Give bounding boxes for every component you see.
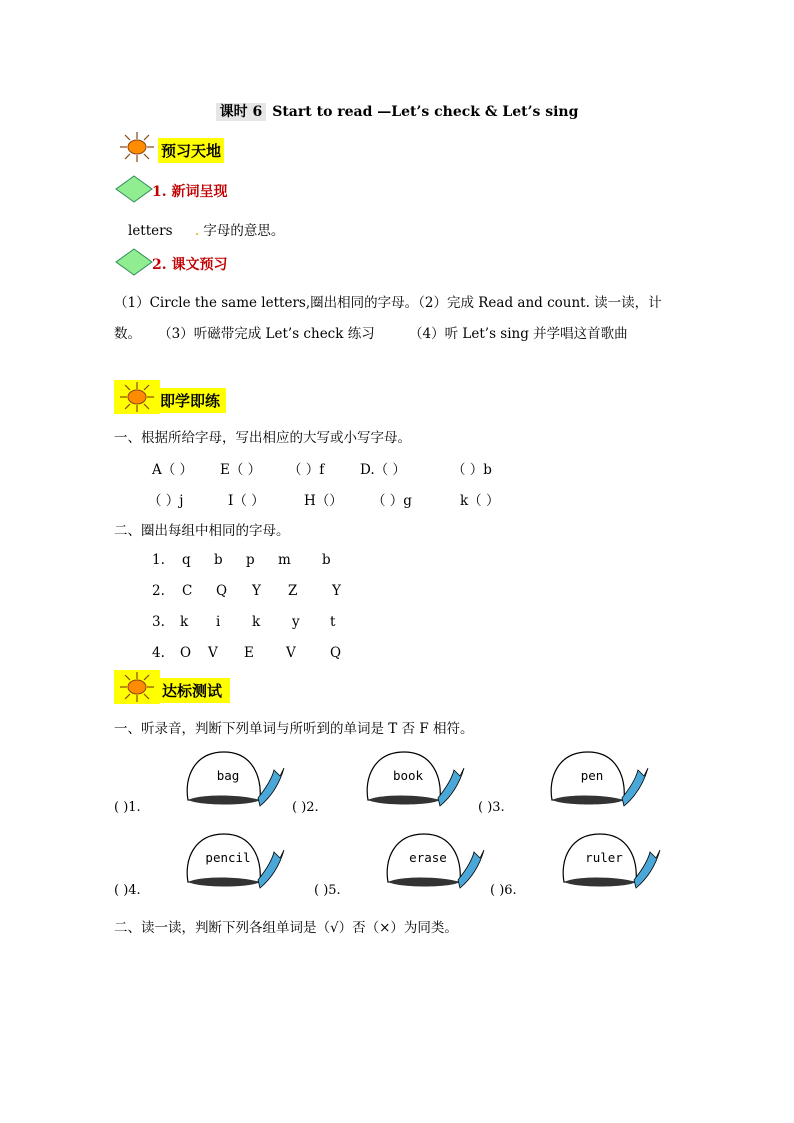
whale-word: bag bbox=[216, 768, 240, 783]
letter-case-item: （ ）b bbox=[452, 462, 492, 478]
diamond-icon bbox=[114, 175, 154, 203]
circle-letters-question: 二、圈出每组中相同的字母。 bbox=[114, 523, 290, 539]
whale-picture bbox=[360, 748, 470, 812]
letter-case-question: 一、根据所给字母，写出相应的大写或小写字母。 bbox=[114, 430, 411, 446]
letter: Q bbox=[330, 645, 342, 661]
whale-word: erase bbox=[409, 850, 447, 865]
row-number: 2. bbox=[152, 583, 165, 599]
lesson-title-text: Start to read —Let’s check & Let’s sing bbox=[272, 104, 579, 120]
letter: b bbox=[322, 552, 331, 568]
letter: E bbox=[244, 645, 254, 661]
letter: V bbox=[208, 645, 218, 661]
text-preview-label: 2. 课文预习 bbox=[152, 257, 228, 273]
whale-picture bbox=[380, 830, 490, 894]
whale-picture bbox=[180, 748, 290, 812]
answer-blank[interactable]: ( )6. bbox=[490, 883, 517, 898]
letter-case-item: E（ ） bbox=[220, 462, 262, 478]
sun-icon bbox=[114, 130, 160, 164]
letter: b bbox=[214, 552, 223, 568]
letter: k bbox=[252, 614, 261, 630]
letter-case-item: I（ ） bbox=[228, 493, 265, 509]
letter-case-item: k（ ） bbox=[460, 493, 500, 509]
letter: m bbox=[278, 552, 291, 568]
row-number: 4. bbox=[152, 645, 165, 661]
new-word-line bbox=[128, 219, 284, 239]
whale-picture bbox=[180, 830, 290, 894]
preview-banner bbox=[114, 130, 254, 164]
whale-word: book bbox=[392, 768, 424, 783]
listening-question: 一、听录音，判断下列单词与所听到的单词是 T 否 F 相符。 bbox=[114, 721, 474, 737]
letter: O bbox=[180, 645, 192, 661]
letter: C bbox=[182, 583, 193, 599]
dot-mark: . bbox=[194, 223, 200, 239]
row-number: 3. bbox=[152, 614, 165, 630]
test-banner bbox=[114, 670, 254, 704]
new-words-label: 1. 新词呈现 bbox=[152, 184, 228, 200]
whale-word: ruler bbox=[585, 850, 623, 865]
letter: y bbox=[292, 614, 300, 630]
preview-banner-label: 预习天地 bbox=[158, 138, 224, 163]
diamond-icon bbox=[114, 248, 154, 276]
answer-blank[interactable]: ( )3. bbox=[478, 800, 505, 815]
text-preview-heading bbox=[114, 248, 274, 278]
letter-case-item: A（ ） bbox=[152, 462, 194, 478]
practice-banner bbox=[114, 380, 254, 414]
test-banner-label: 达标测试 bbox=[154, 678, 230, 703]
whale-picture bbox=[544, 748, 654, 812]
word-group-question: 二、读一读，判断下列各组单词是（√）否（×）为同类。 bbox=[114, 920, 458, 936]
letter: Q bbox=[216, 583, 228, 599]
letter: t bbox=[330, 614, 336, 630]
letter: i bbox=[216, 614, 221, 630]
letter-case-item: （ ）g bbox=[372, 493, 412, 509]
letter: V bbox=[286, 645, 296, 661]
letter-case-item: （ ）j bbox=[148, 493, 184, 509]
preview-instructions-line2: 数。 （3）听磁带完成 Let’s check 练习 （4）听 Let’s sing 并学唱这首歌曲 bbox=[114, 326, 628, 342]
new-word: letters bbox=[128, 223, 173, 239]
letter-case-item: （ ）f bbox=[288, 462, 325, 478]
lesson-title bbox=[0, 101, 794, 121]
letter: Z bbox=[288, 583, 298, 599]
new-words-heading bbox=[114, 175, 274, 205]
whale-picture bbox=[556, 830, 666, 894]
answer-blank[interactable]: ( )2. bbox=[292, 800, 319, 815]
letter-case-item: D.（ ） bbox=[360, 462, 406, 478]
preview-instructions-line1: （1）Circle the same letters,圈出相同的字母。（2）完成 Read and count. 读一读，计 bbox=[114, 295, 662, 311]
letter: p bbox=[246, 552, 255, 568]
practice-banner-label: 即学即练 bbox=[154, 388, 226, 413]
letter: Y bbox=[252, 583, 261, 599]
answer-blank[interactable]: ( )4. bbox=[114, 883, 141, 898]
whale-word: pen bbox=[580, 768, 604, 783]
letter-case-item: H（） bbox=[304, 493, 343, 509]
row-number: 1. bbox=[152, 552, 165, 568]
whale-word: pencil bbox=[205, 850, 251, 865]
answer-blank[interactable]: ( )1. bbox=[114, 800, 141, 815]
letter: q bbox=[182, 552, 191, 568]
letter: Y bbox=[332, 583, 341, 599]
letter: k bbox=[180, 614, 189, 630]
answer-blank[interactable]: ( )5. bbox=[314, 883, 341, 898]
lesson-number: 课时 6 bbox=[216, 103, 267, 121]
new-word-meaning: 字母的意思。 bbox=[203, 223, 285, 239]
